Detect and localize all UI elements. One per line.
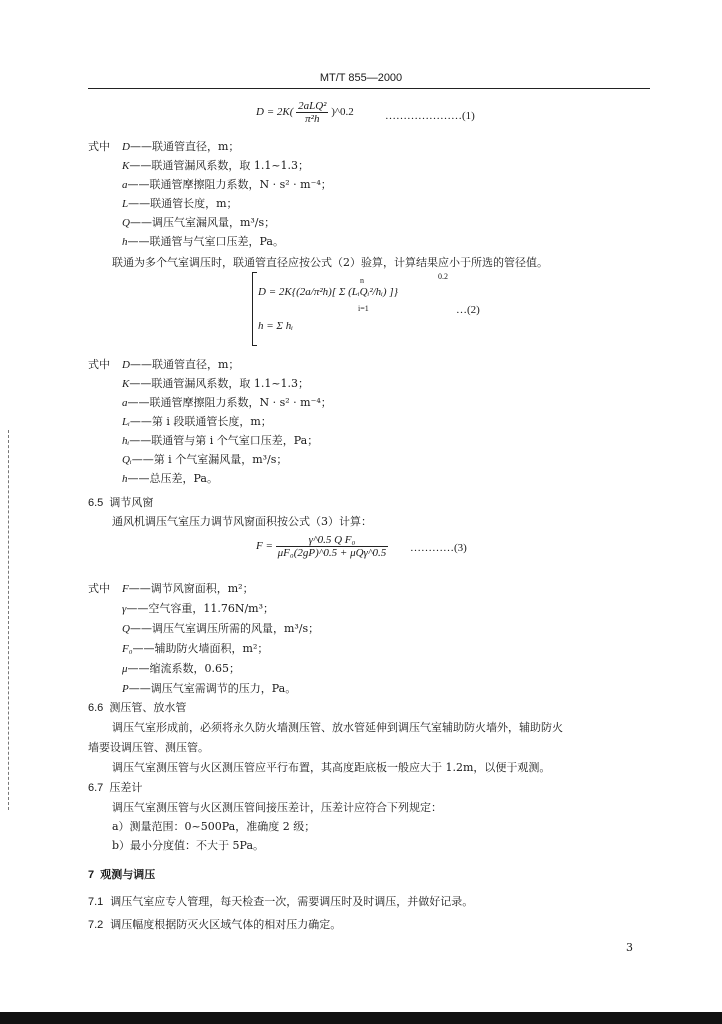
section-6-7-heading: 6.7 压差计 bbox=[88, 782, 143, 794]
where2-item: h——总压差，Pa。 bbox=[122, 472, 218, 485]
where3-item: μ——缩流系数，0.65； bbox=[122, 662, 241, 675]
where3-item: P——调压气室需调节的压力，Pa。 bbox=[122, 682, 297, 695]
eq2-line1: D = 2K{(2a/π²h)[ Σ (LᵢQᵢ²/hᵢ) ]} bbox=[258, 286, 399, 298]
where1-item: Q——调压气室漏风量，m³/s； bbox=[122, 216, 276, 229]
where3-item: F——调节风窗面积，m²； bbox=[122, 582, 254, 595]
section-6-6-line1: 调压气室形成前，必须将永久防火墙测压管、放水管延伸到调压气室辅助防火墙外，辅助防火 bbox=[112, 721, 563, 734]
where2-item: Qᵢ——第 i 个气室漏风量，m³/s； bbox=[122, 453, 288, 466]
header-rule bbox=[88, 88, 650, 89]
page-number: 3 bbox=[626, 941, 633, 954]
eq2-brace bbox=[252, 272, 257, 346]
section-6-7-line1: 调压气室测压管与火区测压管间接压差计，压差计应符合下列规定： bbox=[112, 801, 442, 814]
where1-item: K——联通管漏风系数，取 1.1~1.3； bbox=[122, 159, 310, 172]
where1-item: L——联通管长度，m； bbox=[122, 197, 238, 210]
where3-item: Q——调压气室调压所需的风量，m³/s； bbox=[122, 622, 320, 635]
section-6-5-heading: 6.5 调节风窗 bbox=[88, 497, 154, 509]
section-6-6-line3: 调压气室测压管与火区测压管应平行布置，其高度距底板一般应大于 1.2m，以便于观测。 bbox=[112, 761, 551, 774]
eq2-line2: h = Σ hᵢ bbox=[258, 320, 293, 332]
where2-item: K——联通管漏风系数，取 1.1~1.3； bbox=[122, 377, 310, 390]
eq1-exponent: )^0.2 bbox=[331, 106, 354, 119]
section-6-7-item-a: a）测量范围：0~500Pa，准确度 2 级； bbox=[112, 820, 316, 833]
where1-item: D——联通管直径，m； bbox=[122, 140, 240, 153]
eq1-numerator: 2aLQ² bbox=[298, 100, 327, 112]
section-7-2: 7.2 调压幅度根据防灭火区域气体的相对压力确定。 bbox=[88, 918, 342, 931]
eq1-denominator: π²h bbox=[305, 113, 320, 125]
standard-code-header: MT/T 855—2000 bbox=[319, 72, 403, 84]
eq3-lhs: F = bbox=[256, 540, 273, 553]
eq2-label: …(2) bbox=[456, 304, 480, 316]
where1-item: a——联通管摩擦阻力系数，N · s² · m⁻⁴； bbox=[122, 178, 332, 191]
where3-prefix: 式中 bbox=[88, 582, 110, 595]
section-6-6-line2: 墙要设调压管、测压管。 bbox=[88, 741, 209, 754]
where1-list bbox=[122, 138, 542, 253]
where3-item: γ——空气容重，11.76N/m³； bbox=[122, 602, 275, 615]
where1-prefix: 式中 bbox=[88, 140, 110, 153]
section-6-6-heading: 6.6 测压管、放水管 bbox=[88, 702, 187, 714]
scan-bottom-edge bbox=[0, 1012, 722, 1024]
section-7-1: 7.1 调压气室应专人管理，每天检查一次，需要调压时及时调压，并做好记录。 bbox=[88, 895, 474, 908]
where2-prefix: 式中 bbox=[88, 358, 110, 371]
where2-item: Lᵢ——第 i 段联通管长度，m； bbox=[122, 415, 272, 428]
equation-3 bbox=[256, 534, 388, 559]
where2-item: D——联通管直径，m； bbox=[122, 358, 240, 371]
where3-list bbox=[122, 580, 542, 695]
where2-item: hᵢ——联通管与第 i 个气室口压差，Pa； bbox=[122, 434, 319, 447]
equation-1 bbox=[256, 100, 354, 125]
where3-item: F₀——辅助防火墙面积，m²； bbox=[122, 642, 269, 655]
eq3-label: …………(3) bbox=[410, 542, 467, 554]
eq1-lhs: D = 2K( bbox=[256, 106, 294, 119]
section-6-5-text: 通风机调压气室压力调节风窗面积按公式（3）计算： bbox=[112, 515, 372, 528]
where1-item: h——联通管与气室口压差，Pa。 bbox=[122, 235, 284, 248]
where2-item: a——联通管摩擦阻力系数，N · s² · m⁻⁴； bbox=[122, 396, 332, 409]
section-7-heading: 7 观测与调压 bbox=[88, 869, 156, 881]
eq3-denominator: μF₀(2gP)^0.5 + μQγ^0.5 bbox=[277, 547, 387, 559]
eq1-fraction bbox=[296, 100, 328, 125]
multi-chamber-paragraph: 联通为多个气室调压时，联通管直径应按公式（2）验算，计算结果应小于所选的管径值。 bbox=[112, 256, 548, 269]
eq2-exponent: 0.2 bbox=[438, 272, 448, 281]
where2-list bbox=[122, 356, 542, 486]
eq2-sum-top: n bbox=[360, 276, 364, 285]
scan-margin-artifact bbox=[8, 430, 9, 810]
section-6-7-item-b: b）最小分度值：不大于 5Pa。 bbox=[112, 839, 265, 852]
eq3-fraction bbox=[276, 534, 389, 559]
eq1-label: …………………(1) bbox=[385, 110, 475, 122]
eq3-numerator: γ^0.5 Q F₀ bbox=[276, 534, 389, 547]
eq2-sum-bottom: i=1 bbox=[358, 304, 369, 313]
